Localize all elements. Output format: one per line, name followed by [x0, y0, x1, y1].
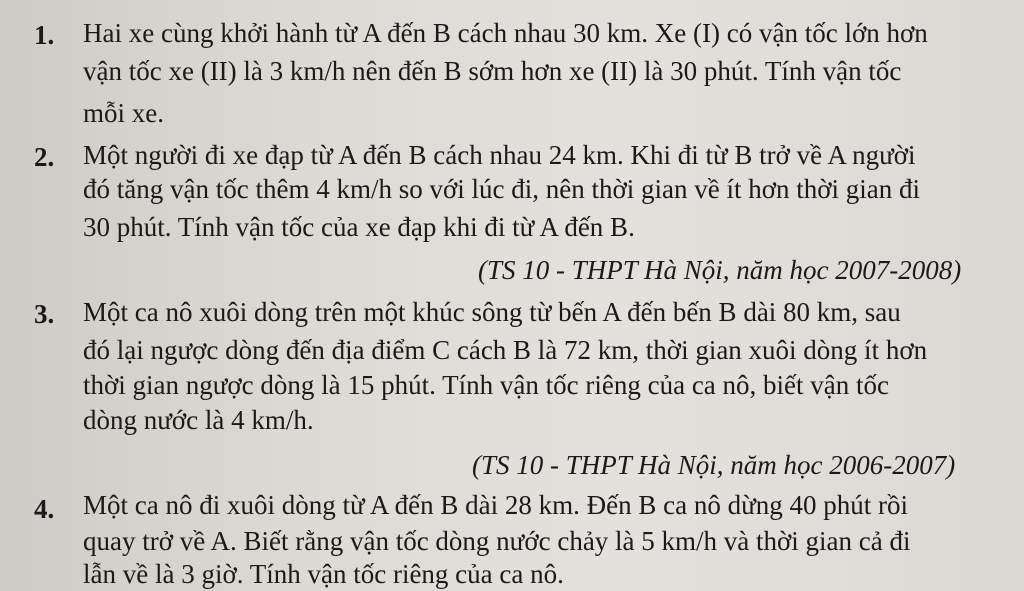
problem-3-line-3: thời gian ngược dòng là 15 phút. Tính vận tốc riêng của ca nô, biết vận tốc [83, 370, 889, 400]
problem-4-number: 4. [34, 494, 55, 524]
problem-1-number: 1. [34, 20, 55, 50]
problem-2-line-2: đó tăng vận tốc thêm 4 km/h so với lúc đi, nên thời gian về ít hơn thời gian đi [83, 174, 920, 204]
problem-4-line-2: quay trở về A. Biết rằng vận tốc dòng nước chảy là 5 km/h và thời gian cả đi [83, 526, 911, 556]
problem-4-line-1: Một ca nô đi xuôi dòng từ A đến B dài 28 km. Đến B ca nô dừng 40 phút rồi [83, 490, 908, 520]
problem-2-number: 2. [34, 142, 55, 172]
problem-1-line-1: Hai xe cùng khởi hành từ A đến B cách nhau 30 km. Xe (I) có vận tốc lớn hơn [83, 18, 928, 48]
problem-1-line-2: vận tốc xe (II) là 3 km/h nên đến B sớm hơn xe (II) là 30 phút. Tính vận tốc [83, 56, 902, 86]
problem-3-number: 3. [34, 299, 55, 329]
problem-3-line-1: Một ca nô xuôi dòng trên một khúc sông từ bến A đến bến B dài 80 km, sau [83, 297, 901, 327]
problem-3-line-2: đó lại ngược dòng đến địa điểm C cách B là 72 km, thời gian xuôi dòng ít hơn [83, 335, 928, 365]
problem-2-source: (TS 10 - THPT Hà Nội, năm học 2007-2008) [478, 255, 962, 285]
problem-2-line-3: 30 phút. Tính vận tốc của xe đạp khi đi từ A đến B. [83, 212, 635, 242]
problem-3-source: (TS 10 - THPT Hà Nội, năm học 2006-2007) [472, 450, 956, 480]
problem-3-line-4: dòng nước là 4 km/h. [83, 405, 314, 435]
problem-2-line-1: Một người đi xe đạp từ A đến B cách nhau 24 km. Khi đi từ B trở về A người [83, 140, 916, 170]
problem-4-line-3: lẫn về là 3 giờ. Tính vận tốc riêng của ca nô. [83, 559, 564, 589]
problem-1-line-3: mỗi xe. [83, 98, 164, 128]
